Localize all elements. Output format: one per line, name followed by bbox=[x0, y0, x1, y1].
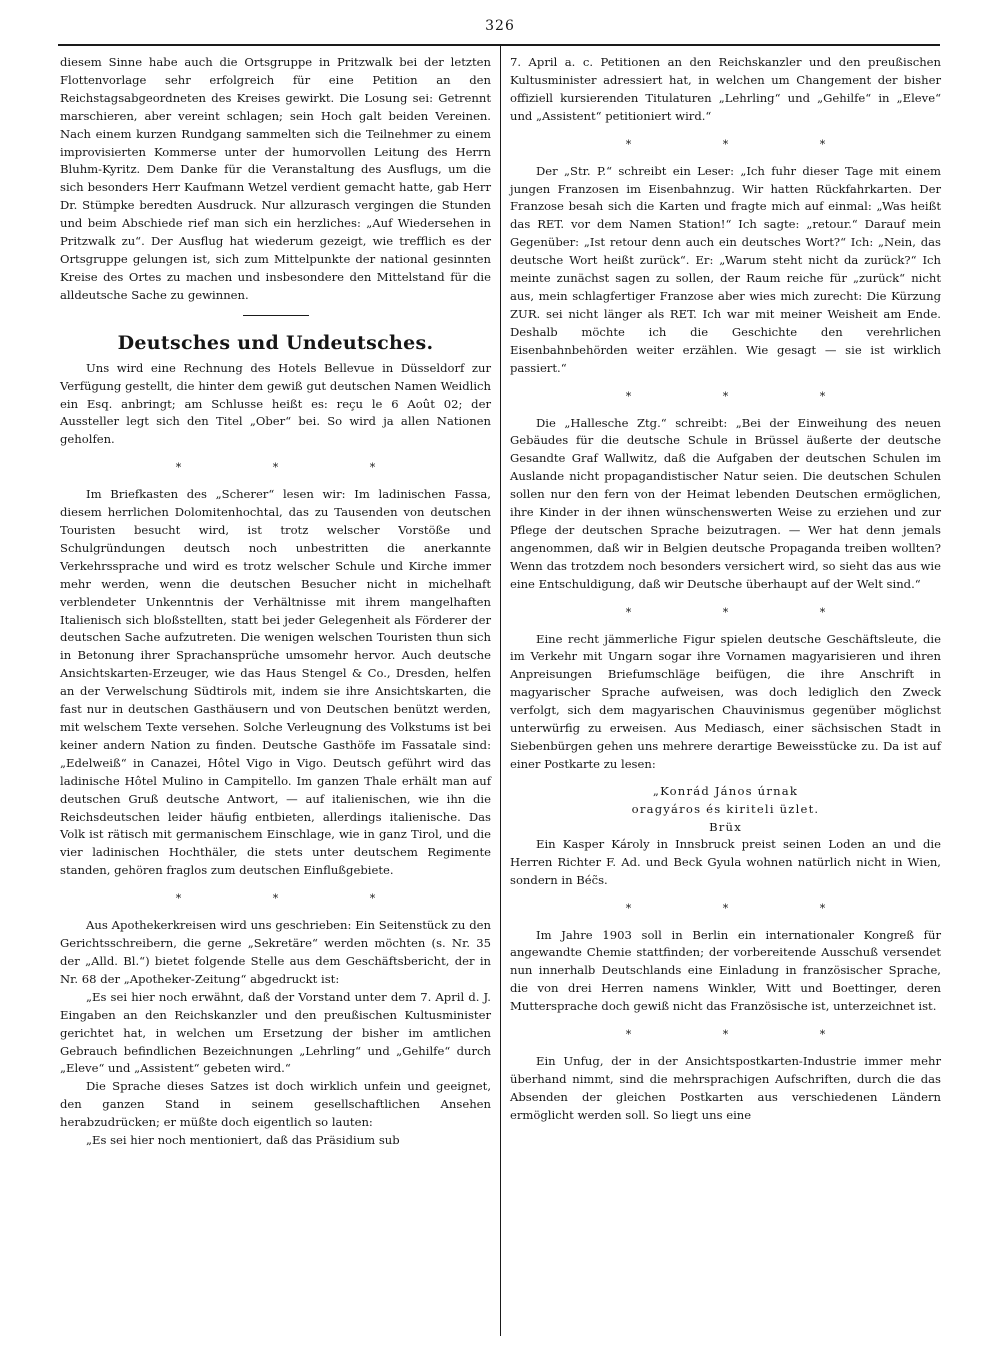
right-column bbox=[510, 54, 941, 1125]
left-column bbox=[60, 54, 491, 1150]
postcard-address-line: Brüx bbox=[709, 819, 742, 834]
paragraph-ortsgruppe-continued: diesem Sinne habe auch die Ortsgruppe in Pritzwalk bei der letzten Flottenvorlage sehr erfolgreich für eine Petition an den Reichstagsabgeordneten des Kreises gewirkt. Die Losung sei: Getrennt marschieren, aber vereint schlagen; sein Hoch galt beiden Vereinen. Nach einem kurzen Rundgang sammelten sich die Teilnehmer zu einem improvisierten Kommerse unter der humorvollen Leitung des Herrn Bluhm-Kyritz. Dem Danke für die Veranstaltung des Ausflugs, um die sich besonders Herr Kaufmann Wetzel verdient gemacht hatte, gab Herr Dr. Stümpke beredten Ausdruck. Nur allzurasch vergingen die Stunden und beim Abschiede rief man sich ein herzliches: „Auf Wiedersehen in Pritzwalk zu“. Der Ausflug hat wiederum gezeigt, wie trefflich es der Ortsgruppe gelungen ist, sich zum Mittelpunkte der national gesinnten Kreise des Ortes zu machen und insbesondere den Mittelstand für die alldeutsche Sache zu gewinnen. bbox=[60, 55, 491, 302]
page-number: 326 bbox=[485, 18, 515, 34]
asterism-divider: * * * bbox=[175, 892, 420, 906]
asterism-divider: * * * bbox=[625, 901, 870, 915]
paragraph-loden: Ein Kasper Károly in Innsbruck preist seinen Loden an und die Herren Richter F. Ad. und Beck Gyula wohnen natürlich nicht in Wien, sondern in Béc̃s. bbox=[510, 836, 941, 887]
paragraph-petition-continued: 7. April a. c. Petitionen an den Reichskanzler und den preußischen Kultusminister adressiert hat, in welchen um Changement der bisher offiziell kursierenden Titulaturen „Lehrling“ und „Gehilfe“ in „Eleve“ und „Assistent“ petitioniert wird.“ bbox=[510, 55, 941, 123]
postcard-address-line: oragyáros és kiriteli üzlet. bbox=[631, 801, 820, 816]
postcard-address-line: „Konrád János úrnak bbox=[652, 783, 799, 798]
asterism-divider: * * * bbox=[625, 1028, 870, 1042]
paragraph-fassa: Im Briefkasten des „Scherer“ lesen wir: Im ladinischen Fassa, diesem herrlichen Dolomitenhochtal, das zu Tausenden von deutschen Touristen besucht wird, ist trotz welscher Vorstöße und Schulgründungen deutsch noch unbestritten die anerkannte Verkehrssprache und wird es trotz welscher Schule und Kirche immer mehr werden, wenn die deutschen Besucher nicht in michelhaft verblendeter Unkenntnis der Verhältnisse mit ihrem mangelhaften Italienisch sich bloßstellten, statt bei jeder Gelegenheit als Förderer der deutschen Sache aufzutreten. Die wenigen welschen Touristen thun sich in Betonung ihrer Sprachansprüche umsomehr hervor. Auch deutsche Ansichtskarten-Erzeuger, wie das Haus Stengel & Co., Dresden, helfen an der Verwelschung Südtirols mit, indem sie ihre Ansichtskarten, die fast nur in deutschen Gasthäusern und von Deutschen benützt werden, mit welschem Texte versehen. Solche Verleugnung des Volkstums ist bei keiner andern Nation zu finden. Deutsche Gasthöfe im Fassatale sind: „Edelweiß“ in Canazei, Hôtel Vigo in Vigo. Deutsch geführt wird das ladinische Hôtel Mulino in Campitello. Im ganzen Thale erhält man auf deutschen Gruß deutsche Antwort, — auf italienischen, wie ihn die Reichsdeutschen leider häufig entbieten, allerdings italienische. Das Volk ist rätisch mit germanischem Einschlage, wie in ganz Tirol, und die vier ladinischen Hochthäler, die stets unter deutschem Regimente standen, gehören fraglos zum deutschen Einflußgebiete. bbox=[60, 487, 491, 878]
asterism-divider: * * * bbox=[625, 137, 870, 151]
asterism-divider: * * * bbox=[175, 461, 420, 475]
paragraph-hallesche-zeitung: Die „Hallesche Ztg.“ schreibt: „Bei der Einweihung des neuen Gebäudes für die deutsche Schule in Brüssel äußerte der deutsche Gesandte Graf Wallwitz, daß die Aufgaben der deutschen Schulen im Auslande nicht propagandistischer Natur seien. Die deutschen Schulen sollen nur den fern von der Heimat lebenden Deutschen ermöglichen, ihre Kinder in der ihnen wünschenswerten Weise zu erziehen und zur Pflege der deutschen Sprache beizutragen. — Wer hat denn jemals angenommen, daß wir in Belgien deutsche Propaganda treiben wollten? Wenn das trotzdem noch besonders versichert wird, so sieht das aus wie eine Entschuldigung, daß wir Deutsche überhaupt auf der Welt sind.“ bbox=[510, 415, 941, 591]
paragraph-retour: Der „Str. P.“ schreibt ein Leser: „Ich fuhr dieser Tage mit einem jungen Franzosen im Eisenbahnzug. Wir hatten Rückfahrkarten. Der Franzose besah sich die Karten und fragte mich auf einmal: „Was heißt das RET. vor dem Namen Station!“ Ich sagte: „retour.“ Darauf mein Gegenüber: „Ist retour denn auch ein deutsches Wort?“ Ich: „Nein, das deutsche Wort heißt zurück“. Er: „Warum steht nicht da zurück?“ Ich meinte zunächst sagen zu sollen, der Raum reiche für „zurück“ nicht aus, mein schlagfertiger Franzose aber wies mich zurecht: Die Kürzung ZUR. sei nicht länger als RET. Ich war mit meiner Weisheit am Ende. Deshalb möchte ich die Geschichte den verehrlichen Eisenbahnbehörden weiter erzählen. Wie gesagt — sie ist wirklich passiert.“ bbox=[510, 163, 941, 375]
paragraph-sprache: Die Sprache dieses Satzes ist doch wirklich unfein und geeignet, den ganzen Stand in seinem gesellschaftlichen Ansehen herabzudrücken; er müßte doch eigentlich so lauten: bbox=[60, 1079, 491, 1130]
paragraph-apotheker: Aus Apothekerkreisen wird uns geschrieben: Ein Seitenstück zu den Gerichtsschreibern, die gerne „Sekretäre“ werden möchten (s. Nr. 35 der „Alld. Bl.“) bietet folgende Stelle aus dem Geschäftsbericht, der in Nr. 68 der „Apotheker-Zeitung“ abgedruckt ist: bbox=[60, 918, 491, 986]
section-title: Deutsches und Undeutsches. bbox=[117, 331, 434, 354]
header-rule bbox=[58, 44, 940, 46]
paragraph-quote-vorstand: „Es sei hier noch erwähnt, daß der Vorstand unter dem 7. April d. J. Eingaben an den Reichskanzler und den preußischen Kultusminister gerichtet hat, in welchen um Ersetzung der bisher im amtlichen Gebrauch befindlichen Bezeichnungen „Lehrling“ und „Gehilfe“ durch „Eleve“ und „Assistent“ gebeten wird.“ bbox=[60, 989, 491, 1076]
paragraph-ungarn: Eine recht jämmerliche Figur spielen deutsche Geschäftsleute, die im Verkehr mit Ungarn sogar ihre Vornamen magyarisieren und ihren Anpreisungen Briefumschläge beifügen, die ihre Anschrift in magyarischer Sprache aufweisen, was doch lediglich den Zweck verfolgt, sich dem magyarischen Chauvinismus gegenüber möglichst unterwürfig zu erweisen. Aus Mediasch, einer sächsischen Stadt in Siebenbürgen gehen uns mehrere derartige Beweisstücke zu. Da ist auf einer Postkarte zu lesen: bbox=[510, 631, 941, 771]
asterism-divider: * * * bbox=[625, 605, 870, 619]
column-divider bbox=[500, 46, 501, 1336]
paragraph-hotel-bellevue: Uns wird eine Rechnung des Hotels Bellevue in Düsseldorf zur Verfügung gestellt, die hinter dem gewiß gut deutschen Namen Weidlich ein Esq. anbringt; am Schlusse heißt es: reçu le 6 Août 02; der Aussteller legt sich den Titel „Ober“ bei. So wird ja allen Nationen geholfen. bbox=[60, 360, 491, 447]
paragraph-ansichtspostkarten: Ein Unfug, der in der Ansichtspostkarten-Industrie immer mehr überhand nimmt, sind die mehrsprachigen Aufschriften, durch die das Absenden der gleichen Postkarten aus verschiedenen Ländern ermöglicht werden soll. So liegt uns eine bbox=[510, 1054, 941, 1122]
asterism-divider: * * * bbox=[625, 389, 870, 403]
paragraph-quote-praesidium: „Es sei hier noch mentioniert, daß das Präsidium sub bbox=[86, 1133, 400, 1148]
section-rule bbox=[243, 315, 309, 316]
paragraph-chemie-kongress: Im Jahre 1903 soll in Berlin ein internationaler Kongreß für angewandte Chemie stattfinden; der vorbereitende Ausschuß versendet nun innerhalb Deutschlands eine Einladung in französischer Sprache, die von drei Herren namens Winkler, Witt und Boettinger, deren Muttersprache doch gewiß nicht das Französische ist, unterzeichnet ist. bbox=[510, 927, 941, 1014]
